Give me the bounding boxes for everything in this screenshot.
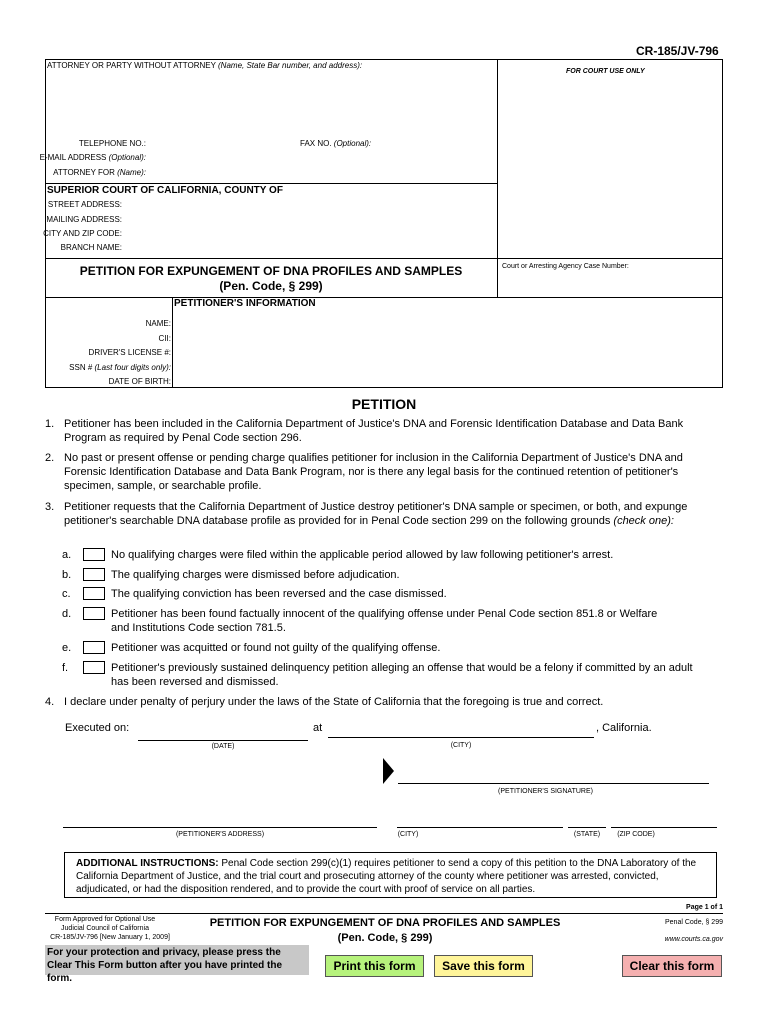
option-b-text: The qualifying charges were dismissed before adjudication.	[111, 569, 400, 581]
checkbox-b[interactable]	[83, 568, 105, 581]
court-title: SUPERIOR COURT OF CALIFORNIA, COUNTY OF	[47, 185, 283, 196]
at-label: at	[313, 722, 323, 734]
state-field[interactable]	[568, 827, 606, 828]
date-field[interactable]	[138, 740, 308, 741]
form-title: PETITION FOR EXPUNGEMENT OF DNA PROFILES AND SAMPLES	[79, 264, 463, 278]
address-city-caption: (CITY)	[397, 831, 419, 838]
attorney-label: ATTORNEY OR PARTY WITHOUT ATTORNEY (Name, State Bar number, and address):	[47, 61, 363, 70]
court-use-label: FOR COURT USE ONLY	[566, 68, 645, 75]
item-4: I declare under penalty of perjury under the laws of the State of California that the foregoing is true and correct.	[64, 696, 604, 708]
petitioner-info-heading: PETITIONER'S INFORMATION	[174, 298, 316, 309]
clear-button[interactable]: Clear this form	[622, 955, 722, 977]
name-label: NAME:	[145, 319, 171, 328]
cii-label: CII:	[158, 334, 171, 343]
privacy-notice: For your protection and privacy, please press the Clear This Form button after you have printed the form.	[45, 945, 309, 975]
item-2: No past or present offense or pending charge qualifies petitioner for inclusion in the California Department of Justice's DNA and Forensic Identification Database and Data Bank Program, nor is there any legal basis for the continued retention of petitioner's specimen, sample, or searchable profile.	[64, 452, 683, 492]
california-label: , California.	[596, 722, 652, 734]
attorney-for-label: ATTORNEY FOR (Name):	[53, 168, 146, 177]
approved-line-2: Judicial Council of California	[61, 925, 149, 932]
footer-subtitle: (Pen. Code, § 299)	[337, 932, 433, 944]
dl-label: DRIVER'S LICENSE #:	[88, 348, 171, 357]
executed-on-label: Executed on:	[65, 722, 130, 734]
option-c-text: The qualifying conviction has been reversed and the case dismissed.	[111, 588, 447, 600]
approved-line-3: CR-185/JV-796 [New January 1, 2009]	[50, 934, 170, 941]
save-button[interactable]: Save this form	[434, 955, 533, 977]
courts-url: www.courts.ca.gov	[664, 936, 723, 943]
option-a-text: No qualifying charges were filed within the applicable period allowed by law following petitioner's arrest.	[111, 549, 614, 561]
option-f-text: Petitioner's previously sustained delinquency petition alleging an offense that would be a felony if committed by an adult has been reversed and dismissed.	[111, 662, 693, 688]
instructions-text: ADDITIONAL INSTRUCTIONS: Penal Code section 299(c)(1) requires petitioner to send a copy of this petition to the DNA Laboratory of the California Department of Justice, and the trial court and prosecuting attorney of the county where petitioner was arrested, convicted, adjudicated, or had the disposition rendered, and to provide the court with proof of service on all parties.	[76, 858, 697, 895]
petition-heading: PETITION	[351, 396, 417, 412]
address-caption: (PETITIONER'S ADDRESS)	[175, 831, 265, 838]
approved-line-1: Form Approved for Optional Use	[54, 916, 156, 923]
checkbox-d[interactable]	[83, 607, 105, 620]
city-zip-label: CITY AND ZIP CODE:	[43, 229, 122, 238]
city-caption: (CITY)	[450, 742, 472, 749]
checkbox-f[interactable]	[83, 661, 105, 674]
form-number: CR-185/JV-796	[636, 44, 719, 58]
checkbox-c[interactable]	[83, 587, 105, 600]
branch-label: BRANCH NAME:	[60, 243, 122, 252]
state-caption: (STATE)	[573, 831, 601, 838]
address-field[interactable]	[63, 827, 377, 828]
item-1: Petitioner has been included in the California Department of Justice's DNA and Forensic Identification Database and Data Bank Program as required by Penal Code section 296.	[64, 418, 684, 444]
option-d-text: Petitioner has been found factually innocent of the qualifying offense under Penal Code section 851.8 or Welfare and Institutions Code section 781.5.	[111, 608, 658, 634]
signature-arrow-icon	[383, 758, 395, 784]
print-button[interactable]: Print this form	[325, 955, 424, 977]
penal-code-ref: Penal Code, § 299	[665, 919, 723, 926]
form-subtitle: (Pen. Code, § 299)	[219, 279, 323, 293]
checkbox-a[interactable]	[83, 548, 105, 561]
telephone-label: TELEPHONE NO.:	[78, 139, 146, 148]
case-number-label: Court or Arresting Agency Case Number:	[502, 263, 629, 270]
street-label: STREET ADDRESS:	[47, 200, 122, 209]
fax-label: FAX NO. (Optional):	[300, 139, 372, 148]
checkbox-e[interactable]	[83, 641, 105, 654]
dob-label: DATE OF BIRTH:	[108, 377, 171, 386]
page-number: Page 1 of 1	[686, 904, 723, 911]
signature-caption: (PETITIONER'S SIGNATURE)	[498, 788, 593, 795]
email-label: E-MAIL ADDRESS (Optional):	[39, 153, 146, 162]
mailing-label: MAILING ADDRESS:	[46, 215, 122, 224]
item-3: Petitioner requests that the California Department of Justice destroy petitioner's DNA sample or specimen, or both, and expunge petitioner's searchable DNA database profile as provided for in Penal Code section 299 on the following grounds (check one):	[64, 501, 688, 527]
address-city-field[interactable]	[397, 827, 563, 828]
header-box	[45, 59, 723, 388]
city-field[interactable]	[328, 737, 594, 738]
footer-title: PETITION FOR EXPUNGEMENT OF DNA PROFILES AND SAMPLES	[209, 917, 561, 929]
ssn-label: SSN # (Last four digits only):	[69, 363, 171, 372]
zip-caption: (ZIP CODE)	[617, 831, 655, 838]
date-caption: (DATE)	[211, 743, 235, 750]
zip-field[interactable]	[611, 827, 717, 828]
signature-field[interactable]	[398, 783, 709, 784]
option-e-text: Petitioner was acquitted or found not guilty of the qualifying offense.	[111, 642, 441, 654]
